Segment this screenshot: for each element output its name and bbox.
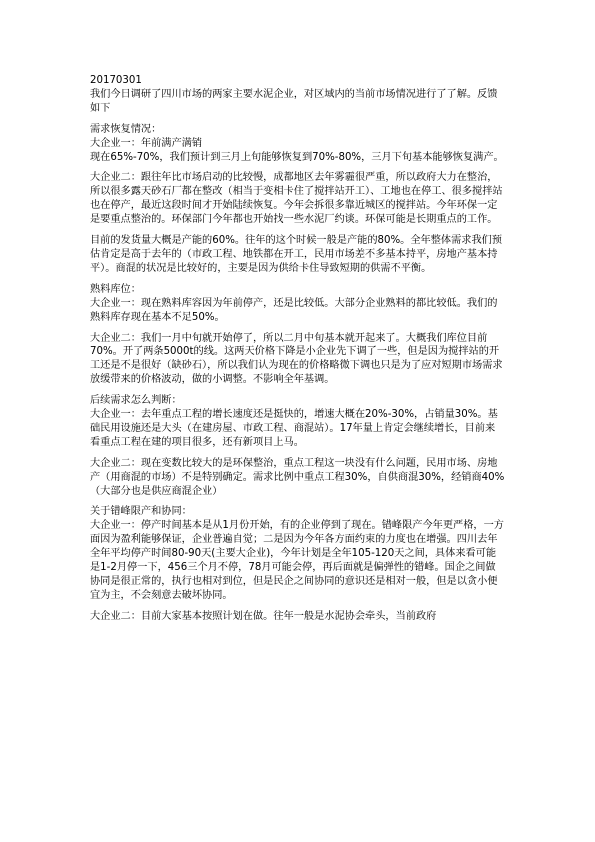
demand-recovery-company-2: 大企业二：跟往年比市场启动的比较慢，成都地区去年雾霾很严重，所以政府大力在整治，所以很多露天砂石厂都在整改（相当于变相卡住了搅拌站开工）、工地也在停工、很多搅拌站也在停产，最近这段时间才开始陆续恢复。今年会拆很多靠近城区的搅拌站。今年环保一定是要重点整治的。环保部门今年都也开始找一些水泥厂约谈。环保可能是长期重点的工作。 — [90, 172, 503, 226]
section-heading-demand-recovery: 需求恢复情况： — [90, 123, 162, 135]
document-body — [90, 74, 505, 624]
section-heading-production-limits: 关于错峰限产和协同： — [90, 506, 192, 518]
section-heading-future-demand: 后续需求怎么判断： — [90, 395, 182, 407]
clinker-inventory-company-1: 大企业一：现在熟料库容因为年前停产，还是比较低。大部分企业熟料的都比较低。我们的熟料库存现在基本不足50%。 — [90, 297, 498, 323]
future-demand-company-1: 大企业一：去年重点工程的增长速度还是挺快的，增速大概在20%-30%，占销量30%。基础民用设施还是大头（在建房屋、市政工程、商混站）。17年量上肯定会继续增长，目前来看重点工程在建的项目很多，还有新项目上马。 — [90, 409, 498, 448]
intro-paragraph: 我们今日调研了四川市场的两家主要水泥企业，对区域内的当前市场情况进行了了解。反馈如下 — [90, 88, 498, 114]
production-limits-company-1: 大企业一：停产时间基本是从1月份开始，有的企业停到了现在。错峰限产今年更严格，一方面因为盈利能够保证，企业普遍自觉；二是因为今年各方面约束的力度也在增强。四川去年全年平均停产时间80-90天(主要大企业)，今年计划是全年105-120天之间，具体来看可能是1-2月停一下，456三个月不停，78月可能会停，再后面就是偏弹性的错峰。国企之间做协同是很正常的，执行也相对到位，但是民企之间协同的意识还是相对一般，但是以贪小便宜为主，不会刻意去破坏协同。 — [90, 520, 504, 601]
demand-recovery-company-1-summary: 大企业一：年前满产满销 — [90, 137, 203, 149]
document-date: 20170301 — [90, 75, 142, 86]
production-limits-company-2: 大企业二：目前大家基本按照计划在做。往年一般是水泥协会牵头，当前政府 — [90, 610, 437, 622]
shipment-volume-paragraph: 目前的发货量大概是产能的60%。往年的这个时候一般是产能的80%。全年整体需求我们预估肯定是高于去年的（市政工程、地铁都在开工，民用市场差不多基本持平，房地产基本持平）。商混的状况是比较好的，主要是因为供给卡住导致短期的供需不平衡。 — [90, 235, 503, 274]
clinker-inventory-company-2: 大企业二：我们一月中旬就开始停了，所以二月中旬基本就开起来了。大概我们库位目前70%。开了两条5000t的线。这两天价格下降是小企业先下调了一些，但是因为搅拌站的开工还是不是很好（缺砂石），所以我们认为现在的价格略微下调也只是为了应对短期市场需求放缓带来的价格波动，做的小调整。不影响全年基调。 — [90, 332, 503, 386]
demand-recovery-company-1-detail: 现在65%-70%，我们预计到三月上旬能够恢复到70%-80%，三月下旬基本能够恢复满产。 — [90, 151, 504, 163]
section-heading-clinker-inventory: 熟料库位： — [90, 283, 141, 295]
future-demand-company-2: 大企业二：现在变数比较大的是环保整治，重点工程这一块没有什么问题，民用市场、房地产（用商混的市场）不是特别确定。需求比例中重点工程30%，自供商混30%，经销商40%（大部分也是供应商混企业） — [90, 457, 505, 497]
